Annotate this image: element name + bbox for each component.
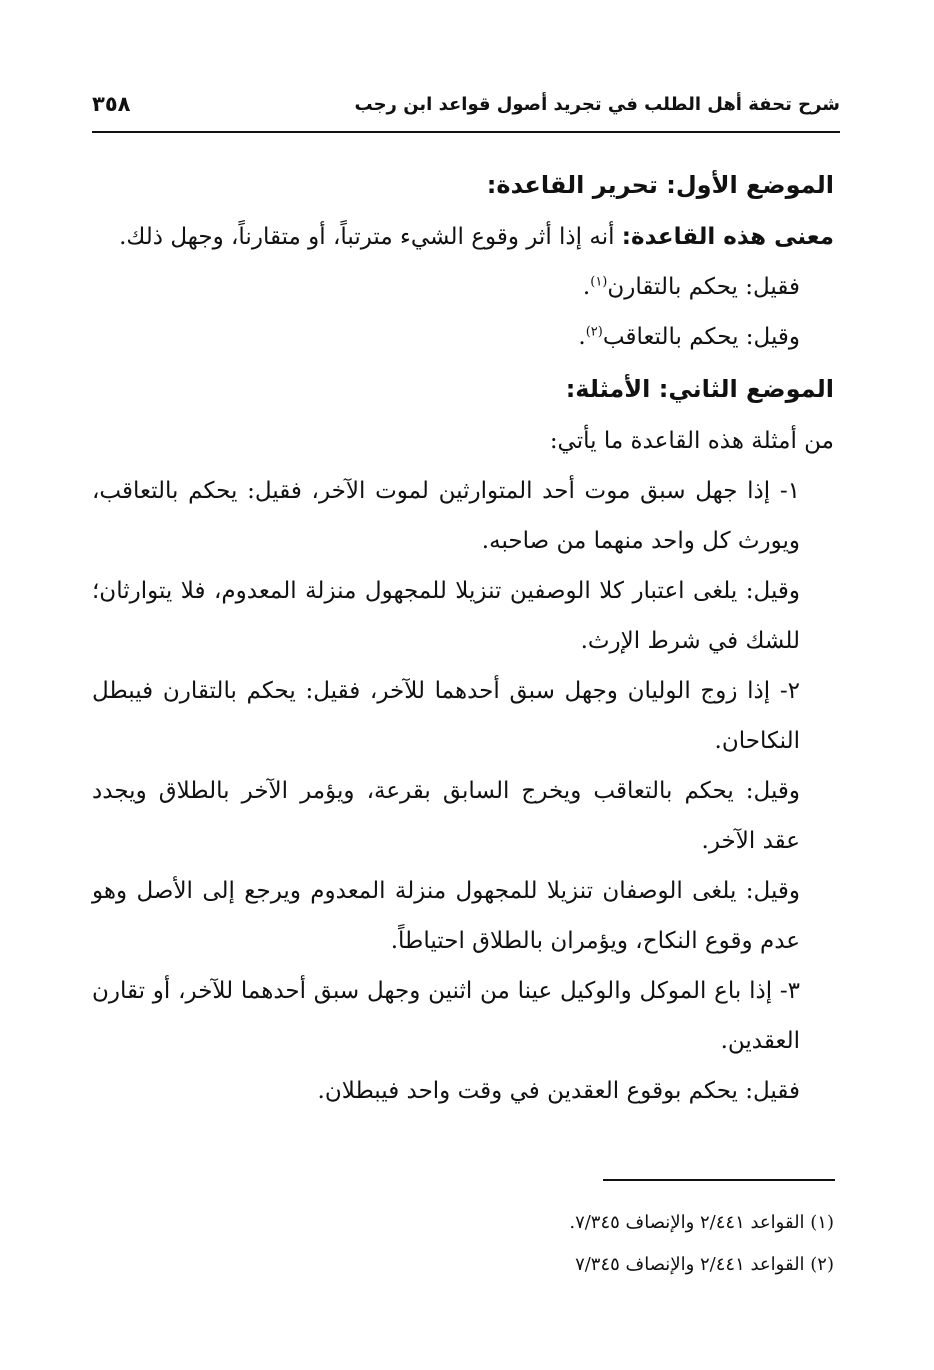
example-1: ١- إذا جهل سبق موت أحد المتوارثين لموت الآخر، فقيل: يحكم بالتعاقب، ويورث كل واحد منهما من صاحبه.	[92, 478, 800, 554]
footnote-2: (٢) القواعد ٢/٤٤١ والإنصاف ٧/٣٤٥	[575, 1254, 834, 1275]
main-text	[92, 158, 834, 1116]
footnote-separator	[603, 1179, 835, 1181]
footnote-1: (١) القواعد ٢/٤٤١ والإنصاف ٧/٣٤٥.	[569, 1212, 834, 1233]
meaning-text: أنه إذا أثر وقوع الشيء مترتباً، أو متقارناً، وجهل ذلك.	[119, 224, 615, 250]
opinion-1: فقيل: يحكم بالتقارن$^{(١)}$.	[582, 274, 800, 300]
example-2-alternative-2: وقيل: يلغى الوصفان تنزيلا للمجهول منزلة المعدوم ويرجع إلى الأصل وهو عدم وقوع النكاح، ويؤمران بالطلاق احتياطاً.	[92, 878, 800, 954]
example-3: ٣- إذا باع الموكل والوكيل عينا من اثنين وجهل سبق أحدهما للآخر، أو تقارن العقدين.	[92, 978, 800, 1054]
meaning-paragraph	[92, 212, 834, 262]
running-title: شرح تحفة أهل الطلب في تجريد أصول قواعد ابن رجب	[354, 94, 840, 115]
examples-intro: من أمثلة هذه القاعدة ما يأتي:	[549, 428, 834, 454]
example-3-alternative: فقيل: يحكم بوقوع العقدين في وقت واحد فيبطلان.	[317, 1078, 800, 1104]
page-number: ٣٥٨	[92, 92, 131, 116]
example-1-alternative: وقيل: يلغى اعتبار كلا الوصفين تنزيلا للمجهول منزلة المعدوم، فلا يتوارثان؛ للشك في شرط الإرث.	[92, 578, 800, 654]
opinion-1-text: فقيل: يحكم بالتقارن	[607, 274, 800, 300]
opinion-2: وقيل: يحكم بالتعاقب$^{(٢)}$.	[578, 324, 800, 350]
page-header	[92, 92, 840, 126]
meaning-label: معنى هذه القاعدة:	[621, 224, 834, 250]
example-2: ٢- إذا زوج الوليان وجهل سبق أحدهما للآخر، فقيل: يحكم بالتقارن فيبطل النكاحان.	[92, 678, 800, 754]
header-rule	[92, 131, 840, 133]
example-2-alternative-1: وقيل: يحكم بالتعاقب ويخرج السابق بقرعة، ويؤمر الآخر بالطلاق ويجدد عقد الآخر.	[92, 778, 800, 854]
section-heading-1: الموضع الأول: تحرير القاعدة:	[486, 171, 834, 199]
footnote-ref-2[interactable]: (٢)	[585, 324, 603, 340]
opinion-2-text: وقيل: يحكم بالتعاقب	[602, 324, 800, 350]
section-heading-2: الموضع الثاني: الأمثلة:	[565, 375, 834, 403]
footnote-ref-1[interactable]: (١)	[590, 274, 608, 290]
footnotes	[92, 1202, 834, 1286]
